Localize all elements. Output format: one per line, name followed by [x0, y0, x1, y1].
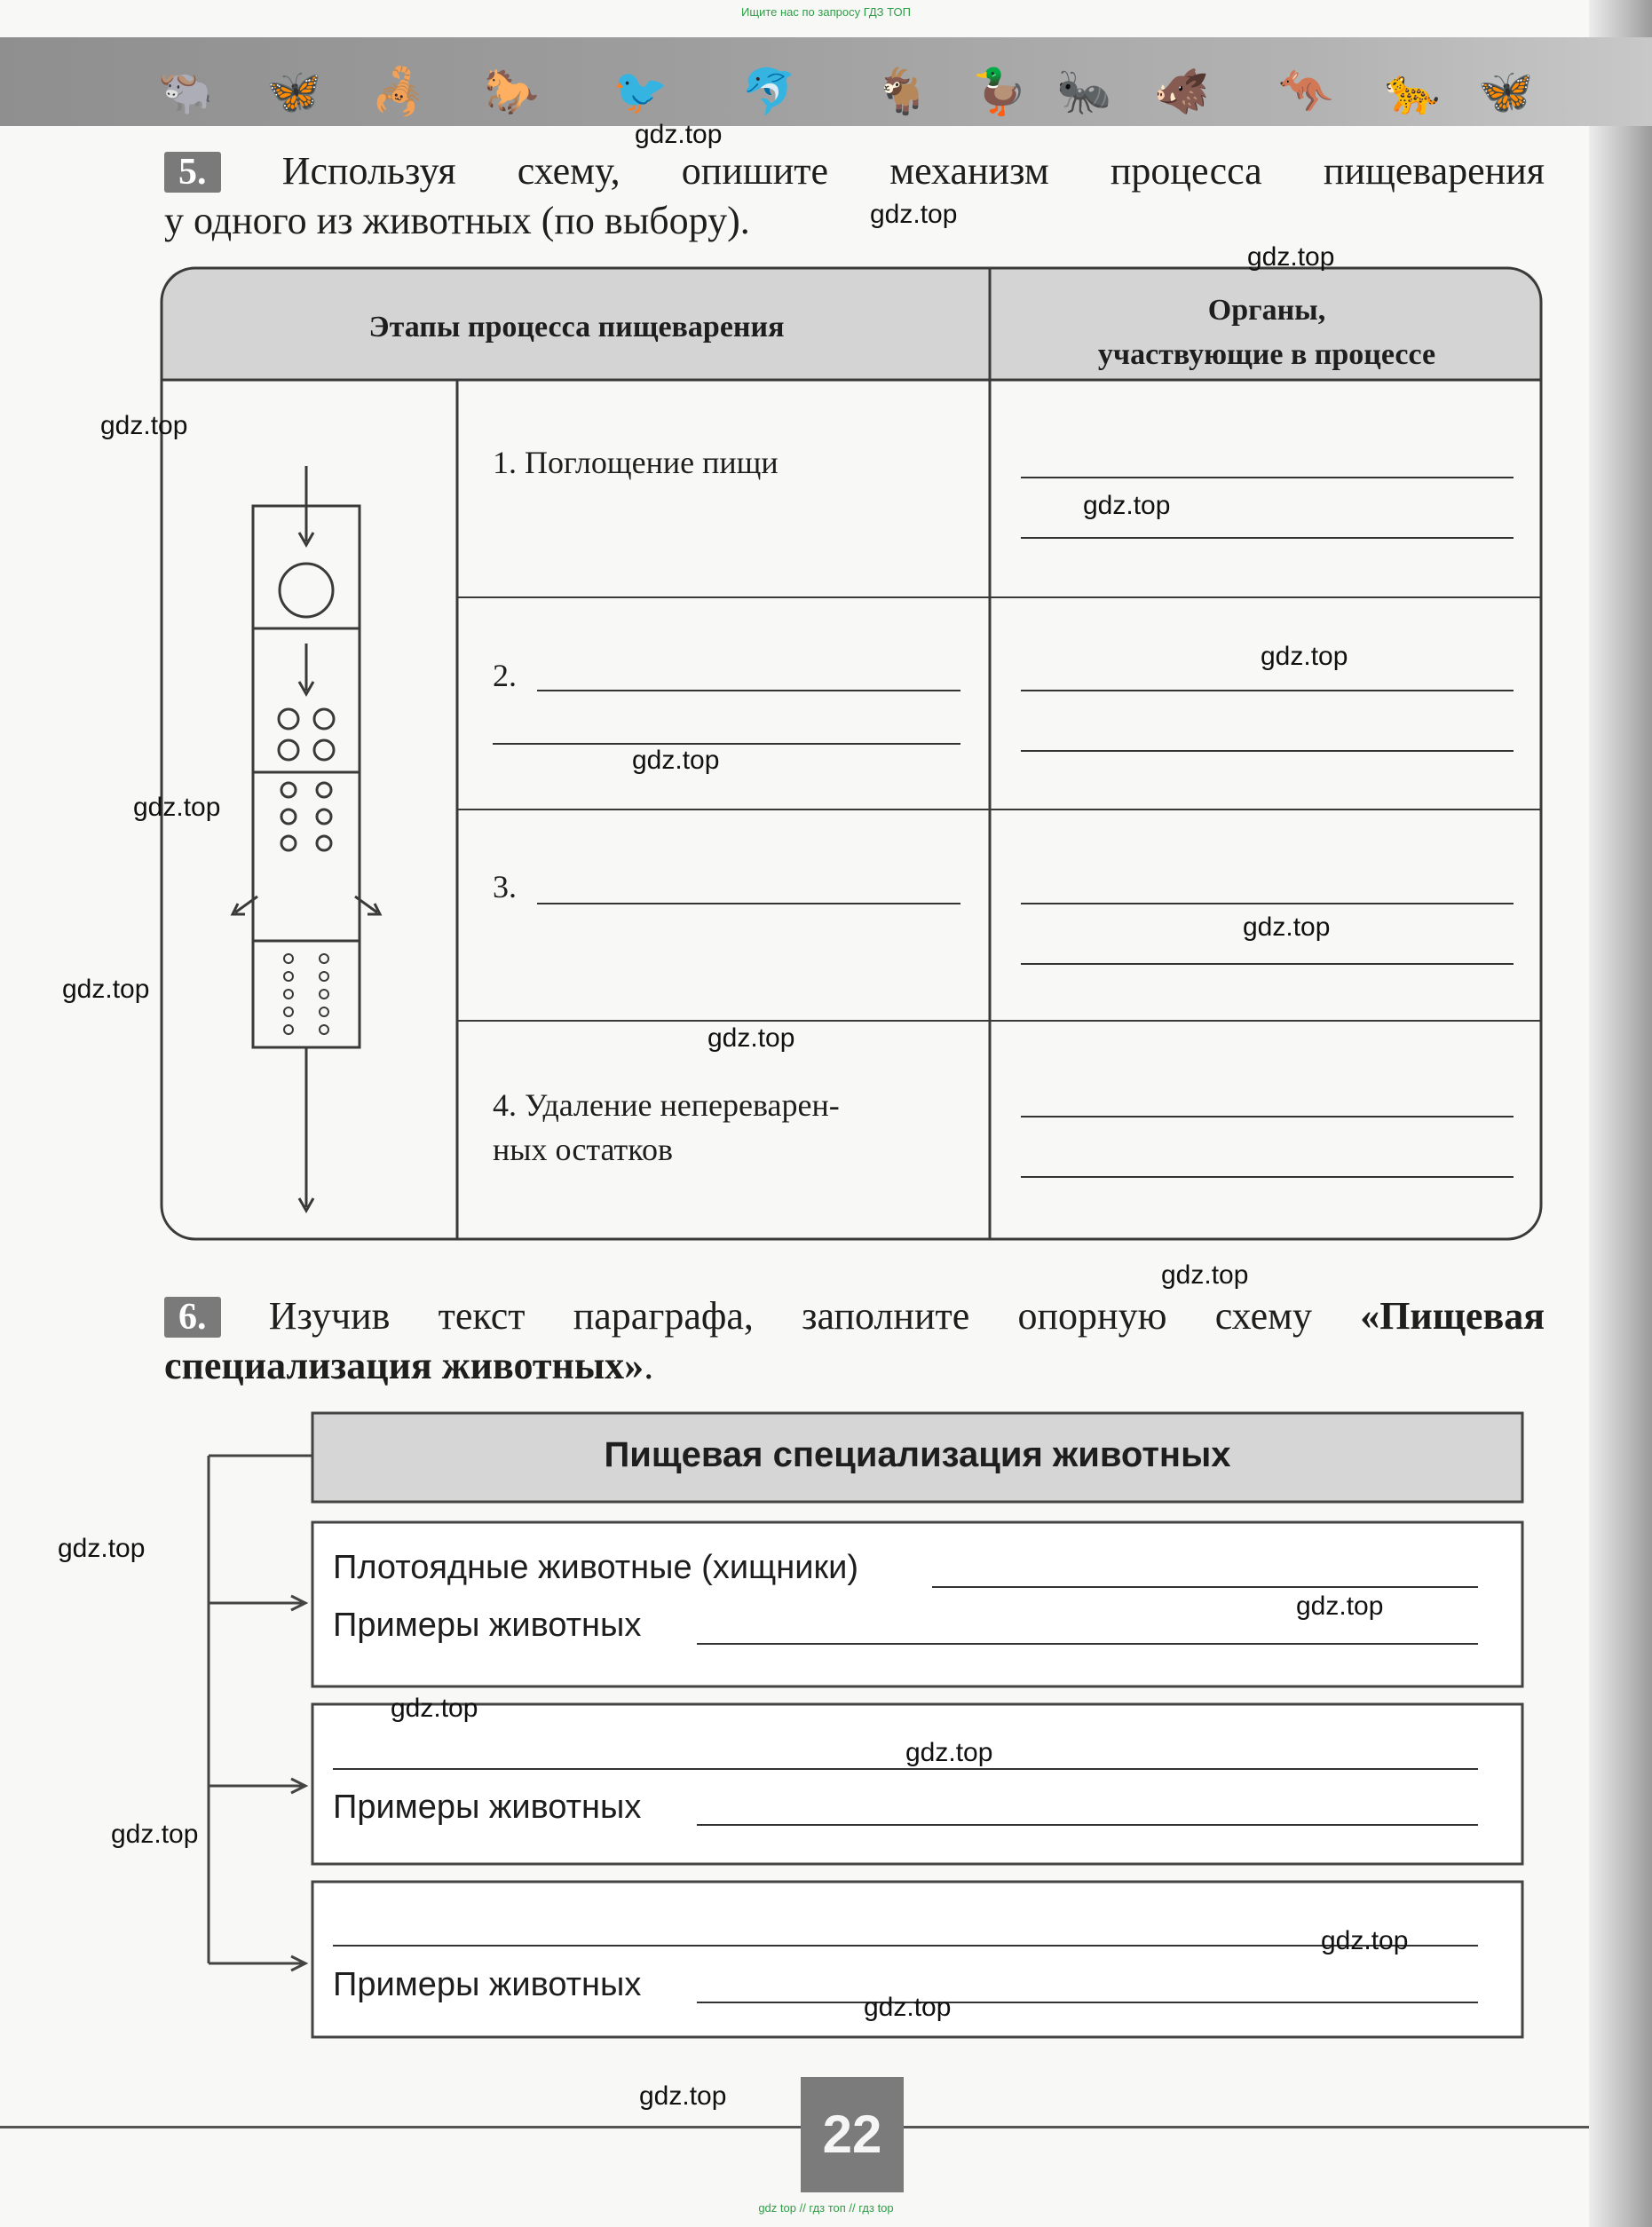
watermark: gdz.top	[1161, 1260, 1249, 1290]
examples-label-3: Примеры животных	[333, 1966, 642, 2003]
task-5-number: 5.	[164, 152, 221, 193]
table-border	[162, 268, 1541, 1239]
header-organs-line1: Органы,	[1207, 294, 1326, 327]
task-6-number: 6.	[164, 1297, 221, 1338]
scheme-connectors	[209, 1456, 312, 1970]
task-6-line2	[164, 1341, 1545, 1391]
particle	[281, 783, 296, 797]
watermark: gdz.top	[864, 1993, 952, 2022]
header-stages: Этапы процесса пищеварения	[368, 311, 785, 344]
book-spine-shadow	[1589, 0, 1652, 2227]
task-6-line2-bold: специализация животных»	[164, 1344, 644, 1387]
digestion-diagram	[233, 466, 380, 1211]
food-circle	[280, 564, 333, 617]
watermark: gdz.top	[100, 411, 188, 440]
particle	[279, 740, 298, 760]
watermark: gdz.top	[707, 1023, 795, 1053]
watermark: gdz.top	[1296, 1591, 1384, 1621]
digestion-table	[160, 266, 1545, 1243]
particle	[279, 709, 298, 729]
watermark: gdz.top	[1243, 912, 1331, 942]
watermark: gdz.top	[1261, 642, 1348, 671]
examples-label-1: Примеры животных	[333, 1607, 642, 1644]
pig-icon: 🐗	[1154, 66, 1210, 117]
particle	[320, 1025, 328, 1034]
task-6-heading	[164, 1291, 1545, 1391]
duck-icon: 🦆	[972, 66, 1028, 117]
particle	[320, 990, 328, 999]
watermark: gdz.top	[1321, 1926, 1409, 1955]
particle	[281, 836, 296, 850]
task-6-line1-bold: «Пищевая	[1360, 1294, 1545, 1338]
particle	[320, 972, 328, 981]
top-caption: Ищите нас по запросу ГДЗ ТОП	[741, 5, 911, 19]
particle	[314, 740, 334, 760]
watermark: gdz.top	[111, 1820, 199, 1849]
bottom-rule	[0, 2126, 1589, 2128]
watermark: gdz.top	[870, 200, 958, 229]
stage-1: 1. Поглощение пищи	[493, 445, 779, 480]
watermark: gdz.top	[58, 1534, 146, 1563]
particle	[320, 954, 328, 963]
kangaroo-icon: 🦘	[1278, 66, 1334, 117]
watermark: gdz.top	[632, 746, 720, 775]
moth-icon: 🦋	[1478, 66, 1534, 117]
goat-icon: 🐐	[874, 66, 930, 117]
dolphin-icon: 🐬	[741, 66, 797, 117]
header-organs-line2: участвующие в процессе	[1097, 338, 1436, 371]
diagram-tube	[253, 506, 360, 1047]
task-5-line1: Используя схему, опишите механизм процесса пищеварения	[281, 149, 1545, 193]
particle	[317, 836, 331, 850]
bison-icon: 🐃	[158, 66, 214, 117]
watermark: gdz.top	[639, 2081, 727, 2111]
butterfly-icon: 🦋	[266, 66, 322, 117]
stage-3: 3.	[493, 869, 517, 904]
insect-icon: 🐜	[1056, 66, 1112, 117]
examples-label-2: Примеры животных	[333, 1789, 642, 1826]
scheme-box-2	[312, 1704, 1522, 1864]
stage-4-line1: 4. Удаление непереварен-	[493, 1087, 840, 1123]
particle	[281, 809, 296, 824]
carnivores-label: Плотоядные животные (хищники)	[333, 1549, 859, 1586]
stage-4	[493, 1083, 840, 1172]
particle	[317, 809, 331, 824]
particle	[320, 1007, 328, 1016]
watermark: gdz.top	[133, 793, 221, 822]
particle	[284, 1007, 293, 1016]
page-number: 22	[801, 2077, 904, 2192]
particle	[284, 954, 293, 963]
task-6-line2-tail: .	[644, 1344, 654, 1387]
bird-icon: 🐦	[613, 66, 668, 117]
watermark: gdz.top	[1083, 491, 1171, 520]
particle	[284, 1025, 293, 1034]
watermark: gdz.top	[905, 1738, 993, 1767]
scorpion-icon: 🦂	[371, 66, 427, 117]
header-organs	[992, 288, 1542, 377]
task-5-heading	[164, 146, 1545, 246]
particle	[284, 972, 293, 981]
watermark: gdz.top	[62, 975, 150, 1004]
watermark: gdz.top	[391, 1694, 478, 1723]
running-animal-icon: 🐆	[1385, 66, 1441, 117]
task-5-line2: у одного из животных (по выбору).	[164, 199, 750, 242]
watermark: gdz.top	[1247, 242, 1335, 272]
particle	[284, 990, 293, 999]
particle	[314, 709, 334, 729]
scheme-title: Пищевая специализация животных	[604, 1435, 1231, 1474]
stage-2: 2.	[493, 658, 517, 693]
stage-4-line2: ных остатков	[493, 1132, 673, 1167]
watermark: gdz.top	[635, 120, 723, 149]
particle	[317, 783, 331, 797]
task-6-line1: Изучив текст параграфа, заполните опорную схему	[268, 1294, 1312, 1338]
bottom-caption: gdz top // гдз топ // гдз top	[758, 2201, 894, 2215]
horse-icon: 🐎	[484, 66, 540, 117]
